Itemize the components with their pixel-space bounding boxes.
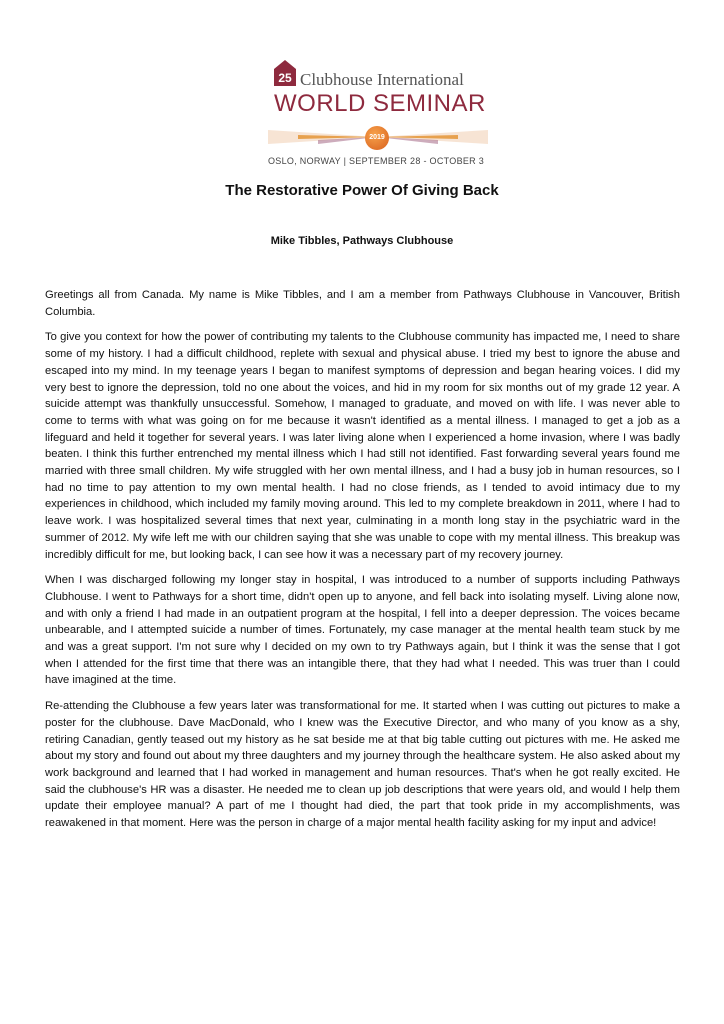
anniversary-number: 25 bbox=[278, 71, 292, 85]
document-title: The Restorative Power Of Giving Back bbox=[225, 182, 499, 199]
logo-org-name: Clubhouse International bbox=[300, 70, 464, 89]
logo-event-name: WORLD SEMINAR bbox=[274, 90, 486, 117]
house-icon bbox=[274, 60, 296, 86]
document-body bbox=[45, 287, 680, 841]
seminar-logo bbox=[268, 52, 488, 166]
logo-location-dates: OSLO, NORWAY | SEPTEMBER 28 - OCTOBER 3 bbox=[268, 156, 485, 166]
paragraph: Greetings all from Canada. My name is Mike Tibbles, and I am a member from Pathways Clubhouse in Vancouver, British Columbia. bbox=[45, 289, 680, 318]
author-line: Mike Tibbles, Pathways Clubhouse bbox=[270, 235, 454, 247]
paragraph: When I was discharged following my longer stay in hospital, I was introduced to a number of supports including Pathways Clubhouse. I went to Pathways for a short time, didn't open up to anyone, and fell back into isolating myself. Living alone now, and with only a friend I had made in an outpatient program at the hospital, I fell into a deeper depression. The voices became unbearable, and I attempted suicide a number of times. Fortunately, my case manager at the mental health team stuck by me and was a great support. I'm not sure why I decided on my own to try Pathways again, but I think it was the sense that I got when I attended for the first time that there was an intangible there, that they had what I needed. This was truer than I could have imagined at the time. bbox=[45, 574, 680, 687]
paragraph: Re-attending the Clubhouse a few years later was transformational for me. It started when I was cutting out pictures to make a poster for the clubhouse. Dave MacDonald, who I knew was the Executive Director, and who many of you know as a shy, retiring Canadian, gently teased out my history as he sat beside me at that big table cutting out pictures with me. He asked me about my story and found out about my three daughters and my journey through the healthcare system. He also asked about my work background and learned that I had worked in management and human resources. That's when he got really excited. He said the clubhouse's HR was a disaster. He needed me to clean up job descriptions that were years old, and would I help them update their employee manual? A part of me I thought had died, the part that took pride in my accomplishments, was reawakened in that moment. Here was the person in charge of a major mental health facility asking for my input and advice! bbox=[45, 700, 680, 830]
year-badge: 2019 bbox=[365, 126, 389, 150]
paragraph: To give you context for how the power of contributing my talents to the Clubhouse community has impacted me, I need to share some of my history. I had a difficult childhood, replete with sexual and physical abuse. I tried my best to ignore the abuse and escaped into my mind. In my teenage years I began to manifest symptoms of depression and began hearing voices. I did my very best to ignore the depression, told no one about the voices, and hid in my room for six months out of my grade 12 year. A suicide attempt was thankfully unsuccessful. Somehow, I managed to graduate, and moved on with life. I was never able to come to terms with what was going on for me because it wasn't identified as a mental illness. I managed to get a job as a lifeguard and held it together for several years. I was later living alone when I experienced a home invasion, where I was badly beaten. I think this further entrenched my mental illness which I had still not identified. Fast forwarding several years found me married with three small children. My wife struggled with her own mental illness, and I had a busy job in human resources, so I had no time to pay attention to my own mental health. I had no close friends, as I tended to avoid intimacy due to my experiences in childhood, which included my family moving around. This led to my complete breakdown in 2011, where I had to leave work. I was hospitalized several times that next year, culminating in a month long stay in the psychiatric ward in the summer of 2012. My wife left me with our children saying that she was unable to cope with my mental illness. This breakup was incredibly difficult for me, but looking back, I can see how it was a necessary part of my recovery journey. bbox=[45, 331, 680, 561]
